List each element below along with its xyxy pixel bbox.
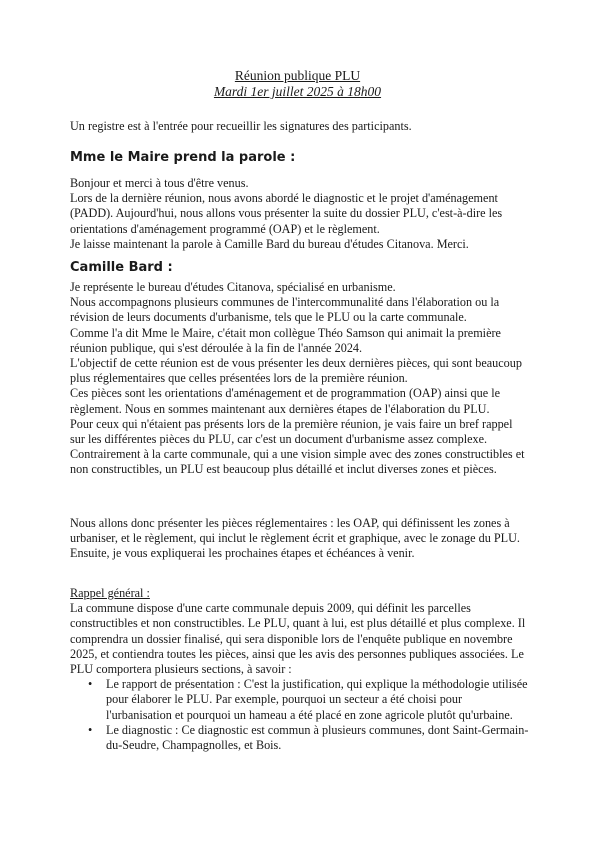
intro-paragraph bbox=[70, 119, 530, 134]
maire-paragraph-3: Je laisse maintenant la parole à Camille Bard du bureau d'études Citanova. Merci. bbox=[70, 236, 469, 251]
bard-speech-continued bbox=[70, 516, 530, 562]
bard-paragraph-4: L'objectif de cette réunion est de vous présenter les deux dernières pièces, qui sont beaucoup plus réglementaires que celles présentées lors de la première réunion. bbox=[70, 356, 522, 386]
bard-speech bbox=[70, 280, 530, 478]
bard-paragraph-6: Pour ceux qui n'étaient pas présents lors de la première réunion, je vais faire un bref rappel sur les différentes pièces du PLU, car c'est un document d'urbanisme assez complexe. Contrairement à la carte communale, qui a une vision simple avec des zones constructibles et non constructibles, un PLU est beaucoup plus détaillé et inclut diverses zones et pièces. bbox=[70, 416, 525, 477]
maire-speech bbox=[70, 176, 530, 252]
maire-heading: Mme le Maire prend la parole : bbox=[70, 150, 296, 165]
bard-paragraph-1: Je représente le bureau d'études Citanova, spécialisé en urbanisme. bbox=[70, 280, 396, 294]
rappel-list bbox=[70, 677, 530, 753]
bard-paragraph-2: Nous accompagnons plusieurs communes de l'intercommunalité dans l'élaboration ou la révision de leurs documents d'urbanisme, tels que le PLU ou la carte communale. bbox=[70, 295, 500, 325]
maire-paragraph-2: Lors de la dernière réunion, nous avons abordé le diagnostic et le projet d'aménagement (PADD). Aujourd'hui, nous allons vous présenter la suite du dossier PLU, c'est-à-dire les orientations d'aménagement programmé (OAP) et le règlement. bbox=[70, 191, 503, 236]
rappel-section bbox=[70, 586, 530, 753]
document-title bbox=[0, 68, 595, 100]
maire-paragraph-1: Bonjour et merci à tous d'être venus. bbox=[70, 176, 249, 190]
bard-paragraph-3: Comme l'a dit Mme le Maire, c'était mon collègue Théo Samson qui animait la première réunion publique, qui s'est déroulée à la fin de l'année 2024. bbox=[70, 325, 501, 355]
list-item: • Le rapport de présentation : C'est la justification, qui explique la méthodologie utilisée pour élaborer le PLU. Par exemple, pourquoi un secteur a été choisi pour l'urbanisation et pourquoi un hameau a été placé en zone agricole plutôt qu'urbaine. bbox=[82, 677, 530, 723]
bard-paragraph-5: Ces pièces sont les orientations d'aménagement et de programmation (OAP) ainsi que le règlement. Nous en sommes maintenant aux dernières étapes de l'élaboration du PLU. bbox=[70, 386, 500, 416]
list-item: • Le diagnostic : Ce diagnostic est commun à plusieurs communes, dont Saint-Germain-du-Seudre, Champagnolles, et Bois. bbox=[82, 723, 530, 753]
bard-heading: Camille Bard : bbox=[70, 260, 173, 275]
rappel-heading: Rappel général : bbox=[70, 586, 150, 600]
rappel-text: La commune dispose d'une carte communale depuis 2009, qui définit les parcelles constructibles et non constructibles. Le PLU, quant à lui, est plus détaillé et plus complexe. Il comprendra un dossier finalisé, qui sera disponible lors de l'enquête publique en novembre 2025, et contiendra toutes les pièces, ainsi que les avis des personnes publiques associées. Le PLU comportera plusieurs sections, à savoir : bbox=[70, 601, 526, 677]
title-line-1: Réunion publique PLU bbox=[234, 68, 361, 83]
intro-text: Un registre est à l'entrée pour recueillir les signatures des participants. bbox=[70, 119, 412, 133]
title-line-2: Mardi 1er juillet 2025 à 18h00 bbox=[213, 84, 382, 99]
bard-paragraph-7: Nous allons donc présenter les pièces réglementaires : les OAP, qui définissent les zones à urbaniser, et le règlement, qui inclut le règlement écrit et graphique, avec le zonage du PLU. Ensuite, je vous expliquerai les prochaines étapes et échéances à venir. bbox=[70, 516, 520, 561]
